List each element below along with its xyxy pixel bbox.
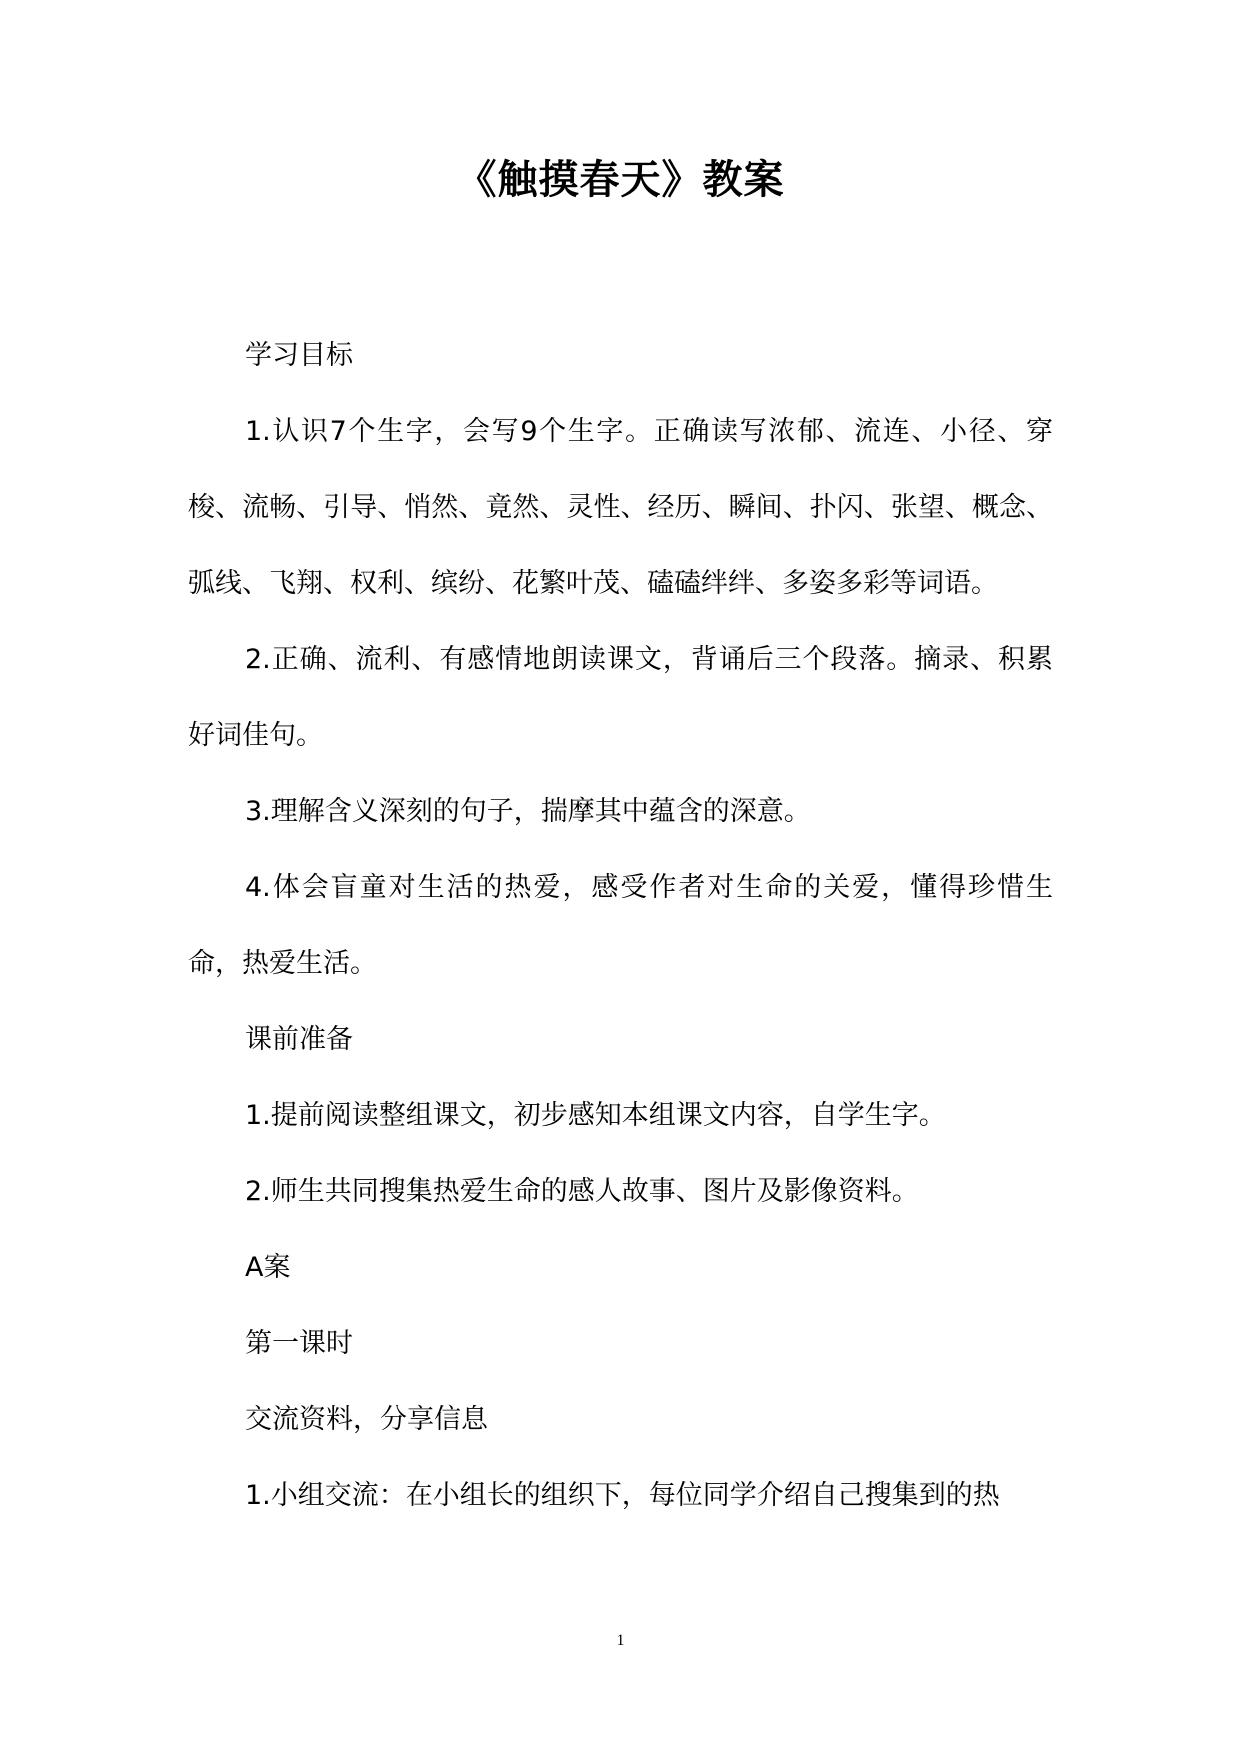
heading-first-lesson: 第一课时 <box>245 1328 353 1359</box>
goal-item-3: 3.理解含义深刻的句子，揣摩其中蕴含的深意。 <box>245 796 811 827</box>
heading-preparation: 课前准备 <box>245 1024 353 1055</box>
heading-learning-goals: 学习目标 <box>245 340 353 371</box>
document-title: 《触摸春天》教案 <box>456 156 785 203</box>
document-body <box>188 318 1053 1534</box>
page-number: 1 <box>616 1632 625 1649</box>
goal-item-4: 4.体会盲童对生活的热爱，感受作者对生命的关爱，懂得珍惜生命，热爱生活。 <box>188 872 1053 979</box>
preparation-item-1: 1.提前阅读整组课文，初步感知本组课文内容，自学生字。 <box>245 1100 946 1131</box>
goal-item-2: 2.正确、流利、有感情地朗读课文，背诵后三个段落。摘录、积累好词佳句。 <box>188 644 1053 751</box>
goal-item-1: 1.认识7个生字，会写9个生字。正确读写浓郁、流连、小径、穿梭、流畅、引导、悄然、竟然、灵性、经历、瞬间、扑闪、张望、概念、弧线、飞翔、权利、缤纷、花繁叶茂、磕磕绊绊、多姿多彩等词语。 <box>188 416 1053 599</box>
preparation-item-2: 2.师生共同搜集热爱生命的感人故事、图片及影像资料。 <box>245 1176 919 1207</box>
heading-plan-a: A案 <box>245 1252 291 1283</box>
exchange-item-1: 1.小组交流：在小组长的组织下，每位同学介绍自己搜集到的热 <box>245 1480 1000 1511</box>
heading-exchange: 交流资料，分享信息 <box>245 1404 488 1435</box>
